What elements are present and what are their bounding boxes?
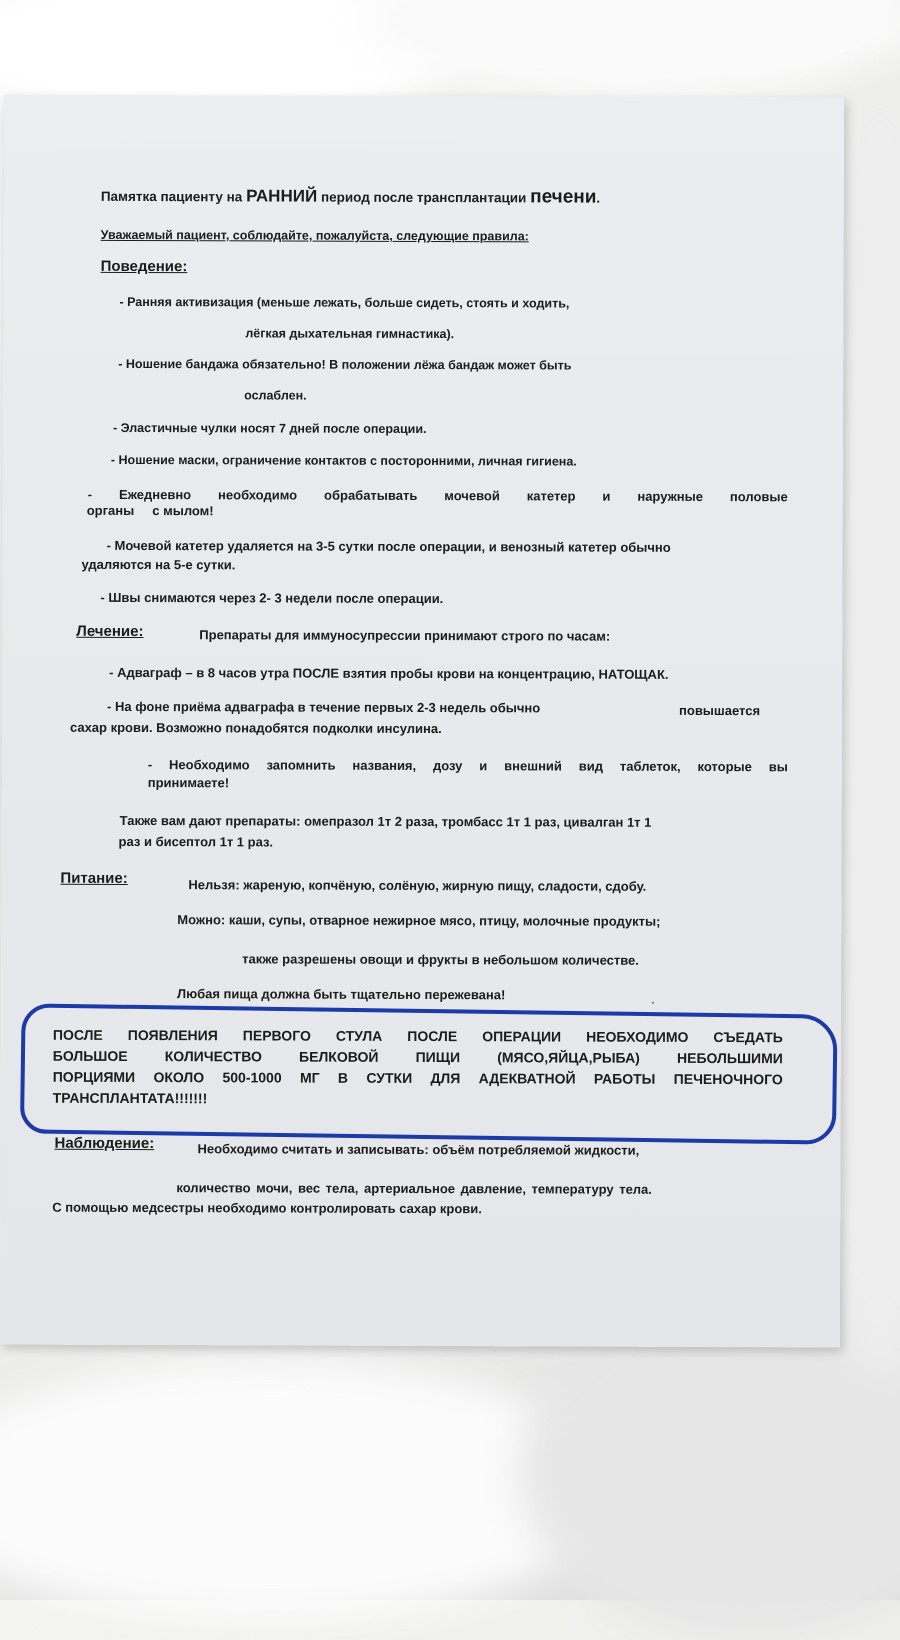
behavior-item: - Эластичные чулки носят 7 дней после операции. bbox=[112, 420, 427, 437]
memo-title bbox=[101, 187, 600, 207]
behavior-item: - Ежедневно необходимо обрабатывать мочевой катетер и наружные половые bbox=[87, 486, 788, 505]
treatment-item: принимаете! bbox=[147, 775, 230, 791]
nutrition-forbidden: Нельзя: жареную, копчёную, солёную, жирную пищу, сладости, сдобу. bbox=[188, 877, 647, 894]
section-heading-behavior: Поведение: bbox=[100, 257, 188, 276]
title-emphasis-early: РАННИЙ bbox=[246, 186, 318, 206]
title-text: Памятка пациенту на bbox=[100, 188, 247, 205]
treatment-item: Также вам дают препараты: омепразол 1т 2 раза, тромбасс 1т 1 раз, цивалган 1т 1 bbox=[119, 812, 652, 830]
title-text: период после трансплантации bbox=[317, 189, 531, 206]
treatment-item: раз и бисептол 1т 1 раз. bbox=[118, 833, 274, 850]
fabric-fold bbox=[520, 1300, 900, 1640]
treatment-item: - Необходимо запомнить названия, дозу и внешний вид таблеток, которые вы bbox=[147, 757, 788, 775]
observation-text: С помощью медсестры необходимо контролировать сахар крови. bbox=[52, 1199, 482, 1217]
behavior-item: - Мочевой катетер удаляется на 3-5 сутки после операции, и венозный катетер обычно bbox=[106, 537, 671, 555]
highlight-line: ПОСЛЕ ПОЯВЛЕНИЯ ПЕРВОГО СТУЛА ПОСЛЕ ОПЕРАЦИИ НЕОБХОДИМО СЪЕДАТЬ bbox=[52, 1026, 783, 1046]
memo-sheet bbox=[0, 95, 844, 1348]
title-emphasis-liver: печени bbox=[530, 186, 597, 208]
fabric-fold bbox=[360, 0, 900, 100]
highlight-line: ПОРЦИЯМИ ОКОЛО 500-1000 МГ В СУТКИ ДЛЯ АДЕКВАТНОЙ РАБОТЫ ПЕЧЕНОЧНОГО bbox=[52, 1068, 783, 1088]
highlight-line: ТРАНСПЛАНТАТА!!!!!!! bbox=[52, 1089, 208, 1107]
behavior-item: ослаблен. bbox=[244, 388, 307, 403]
nutrition-allowed: также разрешены овощи и фрукты в небольшом количестве. bbox=[242, 951, 639, 968]
behavior-item: - Ношение маски, ограничение контактов с посторонними, личная гигиена. bbox=[110, 452, 577, 469]
behavior-item: удаляются на 5-е сутки. bbox=[81, 556, 236, 573]
treatment-item: - На фоне приёма адваграфа в течение первых 2-3 недель обычно bbox=[107, 698, 541, 716]
nutrition-chew: Любая пища должна быть тщательно пережевана! bbox=[177, 986, 506, 1003]
treatment-lead: Препараты для иммуносупрессии принимают строго по часам: bbox=[199, 627, 611, 644]
paper-speck bbox=[652, 1002, 654, 1004]
observation-text: Необходимо считать и записывать: объём потребляемой жидкости, bbox=[197, 1141, 640, 1158]
nutrition-allowed: Можно: каши, супы, отварное нежирное мясо, птицу, молочные продукты; bbox=[177, 912, 661, 929]
behavior-item: - Ношение бандажа обязательно! В положении лёжа бандаж может быть bbox=[118, 356, 572, 373]
section-heading-observation: Наблюдение: bbox=[54, 1134, 155, 1153]
highlight-text bbox=[53, 1025, 783, 1112]
section-heading-nutrition: Питание: bbox=[60, 869, 128, 887]
treatment-item: сахар крови. Возможно понадобятся подколки инсулина. bbox=[69, 719, 442, 737]
highlight-line: БОЛЬШОЕ КОЛИЧЕСТВО БЕЛКОВОЙ ПИЩИ (МЯСО,ЯЙЦА,РЫБА) НЕБОЛЬШИМИ bbox=[52, 1047, 783, 1067]
treatment-item: повышается bbox=[679, 702, 761, 719]
observation-text: количество мочи, вес тела, артериальное давление, температуру тела. bbox=[176, 1180, 652, 1197]
behavior-item: лёгкая дыхательная гимнастика). bbox=[245, 326, 455, 342]
behavior-item: органы с мылом! bbox=[86, 502, 214, 519]
behavior-item: - Швы снимаются через 2- 3 недели после операции. bbox=[100, 589, 444, 607]
behavior-item: - Ранняя активизация (меньше лежать, больше сидеть, стоять и ходить, bbox=[119, 294, 570, 311]
treatment-item: - Адваграф – в 8 часов утра ПОСЛЕ взятия пробы крови на концентрацию, НАТОЩАК. bbox=[109, 664, 669, 682]
section-heading-treatment: Лечение: bbox=[76, 622, 144, 641]
intro-line: Уважаемый пациент, соблюдайте, пожалуйста, следующие правила: bbox=[100, 227, 529, 244]
title-text: . bbox=[596, 190, 601, 206]
